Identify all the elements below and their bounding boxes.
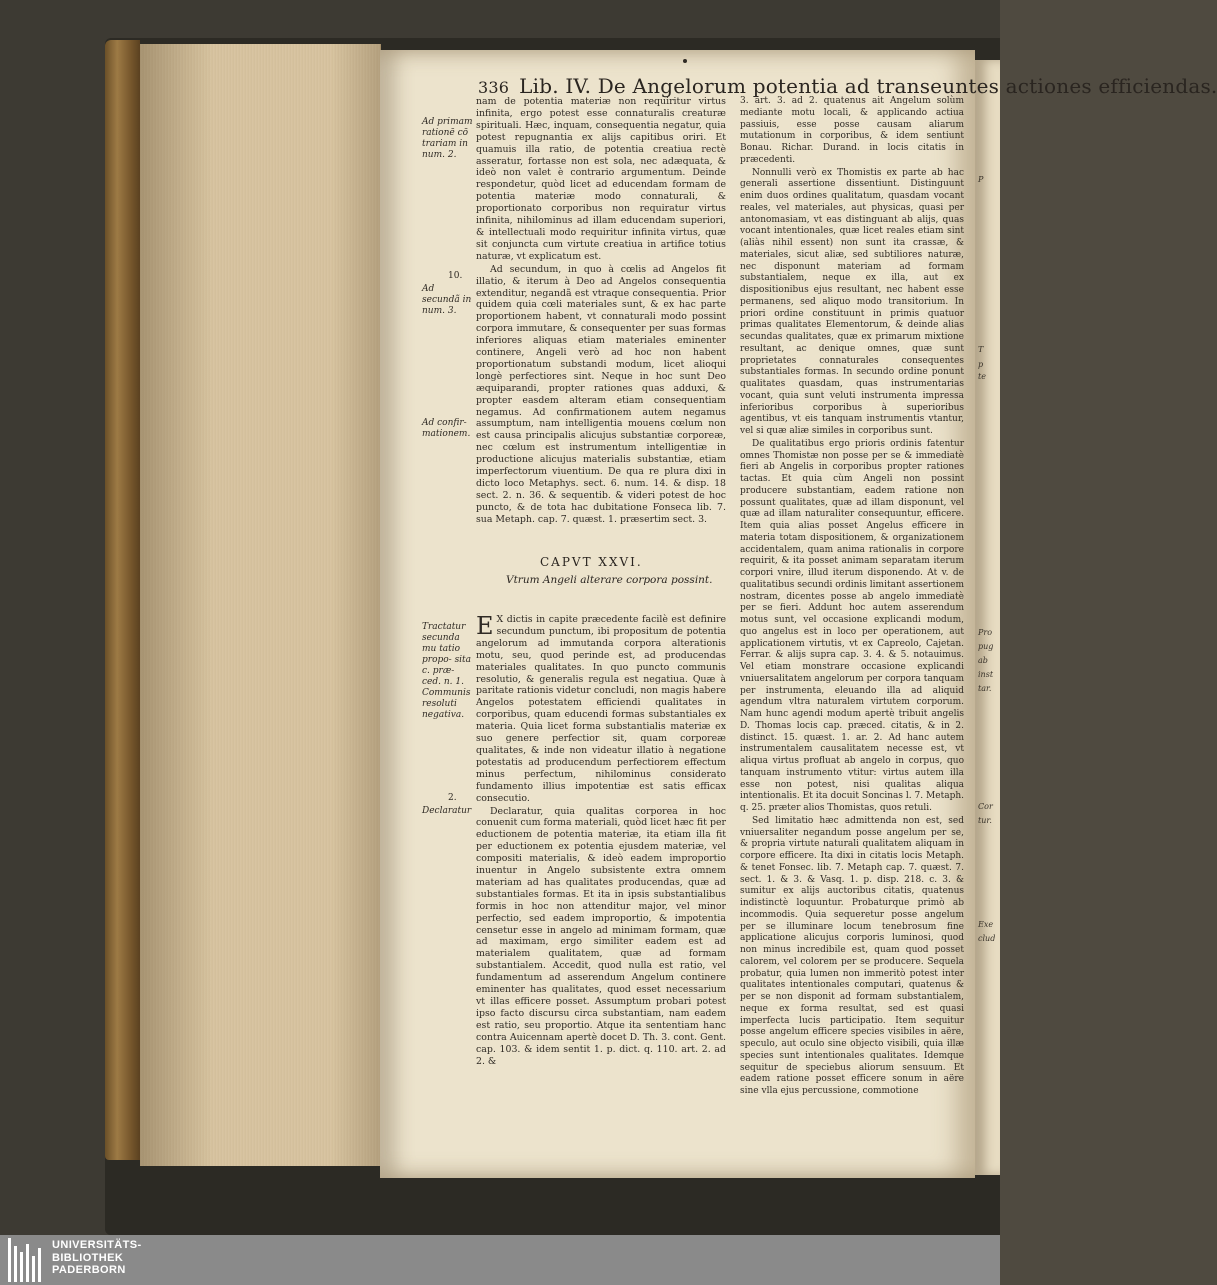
right-page-edge xyxy=(975,60,1000,1175)
right-text-column xyxy=(740,96,964,1099)
chapter-text xyxy=(476,614,726,1068)
paragraph: nam de potentia materiæ non requiritur virtus infinita, ergo potest esse connaturalis creaturæ spirituali. Hæc, inquam, consequentia negatur, quia potest repugnantia ex alijs capitibus oriri. Et quamuis illa ratio, de potentia creatiua rectè asseratur, fortasse non est sola, nec adæquata, & ideò non valet è contrario argumentum. Deinde respondetur, quòd licet ad educendam formam de potentia materiæ modo connaturali, & proportionato corporibus non requiratur virtus infinita, nihilominus ad illam educendam superiori, & intellectuali modo requiritur infinita virtus, quæ sit conjuncta cum virtute creatiua in artifice totius naturæ, vt explicatum est. xyxy=(476,96,726,262)
edge-fragment: clud xyxy=(978,934,996,943)
library-name-line: UNIVERSITÄTS- xyxy=(52,1239,142,1251)
chapter-heading: CAPVT XXVI. xyxy=(540,555,643,569)
edge-fragment: te xyxy=(978,372,986,381)
book-spine xyxy=(105,40,140,1160)
page-number: 336 xyxy=(478,78,510,97)
library-name-line: BIBLIOTHEK xyxy=(52,1251,124,1264)
running-head-text: Lib. IV. De Angelorum potentia ad transeuntes actiones efficiendas. xyxy=(519,74,1217,98)
section-number-10: 10. xyxy=(448,271,463,281)
library-name-line: PADERBORN xyxy=(52,1264,126,1276)
paragraph: Nonnulli verò ex Thomistis ex parte ab hac generali assertione dissentiunt. Distinguunt enim duos ordines qualitatum, quasdam vocant reales, vel materiales, aut physicas, quasi per antonomasiam, vt eas distinguant ab alijs, quas vocant intentionales, quæ licet reales etiam sint (aliàs nihil essent) non sunt ita crassæ, & materiales, sicut aliæ, sed subtiliores naturæ, nec disponunt materiam ad formam substantialem, neque ex illa, aut ex dispositionibus ejus resultant, nec habent esse permanens, sed aliquo modo transitorium. In priori ordine constituunt in primis quatuor primas qualitates Elementorum, & deinde alias secundas qualitates, quæ ex primarum mixtione resultant, ac denique omnes, quæ sunt proprietates connaturales consequentes substantiales formas. In secundo ordine ponunt qualitates quasdam, quas instrumentarias vocant, quia sunt veluti instrumenta impressa inferioribus corporibus à superioribus agentibus, vt eis tanquam instrumentis vtantur, vel si quæ aliæ similes in corporibus sunt. xyxy=(740,167,964,436)
paragraph: Sed limitatio hæc admittenda non est, sed vniuersaliter negandum posse angelum per se, & propria virtute naturali qualitatem aliquam in corpore efficere. Ita dixi in citatis locis Metaph. & tenet Fonsec. lib. 7. Metaph cap. 7. quæst. 7. sect. 1. & 3. & Vasq. 1. p. disp. 218. c. 3. & sumitur ex alijs auctoribus citatis, quatenus indistinctè loquuntur. Probaturque primò ab incommodis. Quia sequeretur posse angelum per se illuminare locum tenebrosum fine applicatione alicujus corporis luminosi, quod non minus incredibile est, quam quod posset calorem, vel colorem per se producere. Sequela probatur, quia lumen non immeritò potest inter qualitates intentionales computari, quatenus & per se non disponit ad formam substantialem, neque ex forma resultat, sed est quasi imperfecta lucis participatio. Item sequitur posse angelum efficere species visibiles in aëre, speculo, aut oculo sine objecto visibili, quia illæ species sunt intentionales qualitates. Idemque sequitur de speciebus aliorum sensuum. Et eadem ratione posset efficere sonum in aëre sine vlla ejus percussione, commotione xyxy=(740,815,964,1096)
edge-fragment: pug xyxy=(978,642,994,651)
edge-fragment: inst xyxy=(978,670,994,679)
library-footer xyxy=(0,1235,1000,1285)
drop-cap: E xyxy=(476,612,494,640)
paragraph: Ad secundum, in quo à cœlis ad Angelos fit illatio, & iterum à Deo ad Angelos consequentia extenditur, negandã est vtraque consequentia. Prior quidem quia cœli materiales sunt, & ex hac parte proportionem habent, vt connaturali modo possint corpora immutare, & consequenter per suas formas inferiores aliquas etiam materiales eminenter continere, Angeli verò ad hoc non habent proportionatum substandi modum, licet alioqui longè perfectiores sint. Neque in hoc sunt Deo æquiparandi, propter rationes quas adduxi, & propter easdem alteram etiam consequentiam negamus. Ad confirmationem autem negamus assumptum, nam intelligentia mouens cœlum non est causa principalis alicujus substantiæ corporeæ, nec cœlum est instrumentum intelligentiæ in productione alicujus materialis substantiæ, etiam imperfectorum viuentium. De qua re plura dixi in dicto loco Metaphys. sect. 6. num. 14. & disp. 18 sect. 2. n. 36. & sequentib. & videri potest de hoc puncto, & de tota hac dubitatione Fonseca lib. 7. sua Metaph. cap. 7. quæst. 1. præsertim sect. 3. xyxy=(476,263,726,525)
margin-note-3: Ad confir- mationem. xyxy=(422,418,471,439)
edge-fragment: tar. xyxy=(978,684,992,693)
edge-fragment: Cor xyxy=(978,802,993,811)
margin-note-4: Tractatur secunda mu tatio propo- sita c. præ- ced. n. 1. Communis resoluti negativa. xyxy=(422,622,472,720)
edge-fragment: P xyxy=(978,175,984,184)
edge-fragment: ab xyxy=(978,656,988,665)
paragraph: E X dictis in capite præcedente facilè est definire secundum punctum, ibi propositum de potentia angelorum ad immutanda corpora alterationis motu, seu, quod perinde est, ad producendas materiales qualitates. In quo puncto communis resolutio, & generalis regula est negatiua. Quæ à paritate rationis videtur concludi, non magis habere Angelos potestatem efficiendi qualitates in corporibus, quam educendi formas substantiales ex materia. Quia licet forma substantialis materiæ ex suo genere perfectior sit, quam corporeæ qualitates, & inde non videatur illatio à negatione potestatis ad producendum perfectiorem effectum minus perfectum, nihilominus considerato fundamento illius impotentiæ est satis efficax consecutio. xyxy=(476,612,726,804)
paragraph: 3. art. 3. ad 2. quatenus ait Angelum solùm mediante motu locali, & applicando actiua passiuis, esse posse causam aliarum mutationum in corporibus, & idem sentiunt Bonau. Richar. Durand. in locis citatis in præcedenti. xyxy=(740,96,964,165)
section-number-2: 2. xyxy=(448,793,457,803)
edge-fragment: Pro xyxy=(978,628,993,637)
running-head xyxy=(478,74,1217,98)
paragraph: De qualitatibus ergo prioris ordinis fatentur omnes Thomistæ non posse per se & immediatè fieri ab Angelis in corporibus propter rationes tactas. Et quia cùm Angeli non possint producere substantiam, eadem ratione non possunt qualitates, quæ ad illam disponunt, vel quæ ad illam naturaliter consequuntur, efficere. Item quia alias posset Angelus efficere in materia totam dispositionem, & organizationem accidentalem, quam anima rationalis in corpore requirit, & ita posset animam separatam iterum corpori vnire, illud iterum disponendo. At v. de qualitatibus secundi ordinis limitant assertionem nostram, dicentes posse ab angelo immediatè per se fieri. Addunt hoc autem asserendum motus sunt, vel occasione explicandi modum, quo angelus est in loco per operationem, aut applicationem virtutis, vt ex Capreolo, Cajetan. Ferrar. & alijs supra cap. 3. 4. & 5. notauimus. Vel etiam monstrare occasione explicandi vniuersalitatem angelorum per corpora tanquam per instrumenta, eleuando illa ad aliquid agendum vltra naturalem virtutem corporum. Nam hunc agendi modum apertè tribuit angelis D. Thomas locis cap. præced. citatis, & in 2. distinct. 15. quæst. 1. ar. 2. Ad hanc autem instrumentalem causalitatem necesse est, vt aliqua virtus profluat ab angelo in corpus, quo tanquam instrumento vtitur: virtus autem illa esse non potest, nisi qualitas aliqua intentionalis. Et ita docuit Soncinas l. 7. Metaph. q. 25. præter alios Thomistas, quos retuli. xyxy=(740,438,965,813)
margin-note-1: Ad primam rationē cō trariam in num. 2. xyxy=(422,117,473,160)
edge-fragment: T xyxy=(978,345,984,354)
left-text-column xyxy=(476,96,726,527)
page-edges-shade xyxy=(140,44,380,1166)
margin-note-2: Ad secundã in num. 3. xyxy=(422,284,472,316)
edge-fragment: tur. xyxy=(978,816,992,825)
library-name xyxy=(52,1239,142,1277)
paragraph: Declaratur, quia qualitas corporea in hoc conuenit cum forma materiali, quòd licet hæc fit per eductionem de potentia materiæ, ita etiam illa fit per eductionem ex potentia ejusdem materiæ, vel compositi materialis, & ideò eadem improportio inuentur in Angelo subsistente extra omnem materiam ad has qualitates producendas, quæ ad substantiales formas. Et ita in ipsis substantialibus formis in hoc non attenditur major, vel minor perfectio, sed eadem improportio, & impotentia censetur esse in angelo ad minimam formam, quæ ad maximam, ergo similiter eadem est ad materialem qualitatem, quæ ad formam substantialem. Accedit, quod nulla est ratio, vel fundamentum ad asserendum Angelum continere eminenter has qualitates, quod esset necessarium vt illas efficere posset. Assumptum probari potest ipso facto discursu circa substantiam, nam eadem est ratio, seu proportio. Atque ita sententiam hanc contra Auicennam apertè docet D. Th. 3. cont. Gent. cap. 103. & idem sentit 1. p. dict. q. 110. art. 2. ad 2. & xyxy=(476,805,726,1067)
chapter-title: Vtrum Angeli alterare corpora possint. xyxy=(506,574,713,586)
margin-note-5: Declaratur xyxy=(422,806,472,816)
edge-fragment: Exe xyxy=(978,920,994,929)
ink-dot xyxy=(683,59,687,63)
edge-fragment: p xyxy=(978,360,984,369)
